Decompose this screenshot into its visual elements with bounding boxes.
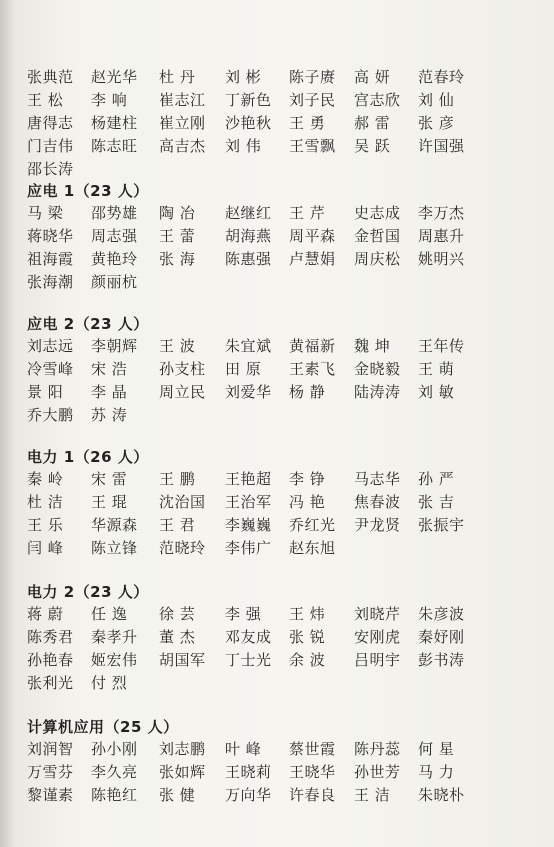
name-row xyxy=(27,66,547,89)
student-name: 陈惠强 xyxy=(225,250,272,268)
name-row xyxy=(27,202,547,225)
student-name: 周惠升 xyxy=(418,227,465,245)
name-row xyxy=(27,112,547,135)
name-row xyxy=(27,158,547,181)
student-name: 沈治国 xyxy=(159,493,206,511)
student-name: 秦妤刚 xyxy=(418,628,465,646)
student-name: 余 波 xyxy=(289,651,326,669)
student-name: 刘爱华 xyxy=(225,383,272,401)
student-name: 魏 坤 xyxy=(354,337,391,355)
student-name: 李 强 xyxy=(225,605,262,623)
student-name: 赵东旭 xyxy=(289,539,336,557)
name-row xyxy=(27,404,547,427)
student-name: 王艳超 xyxy=(225,470,272,488)
student-name: 王 蕾 xyxy=(159,227,196,245)
student-name: 孙艳春 xyxy=(27,651,74,669)
student-name: 沙艳秋 xyxy=(225,114,272,132)
section-heading: 计算机应用（25 人） xyxy=(27,718,179,736)
student-name: 王 波 xyxy=(159,337,196,355)
name-row xyxy=(27,491,547,514)
section-heading: 电力 2（23 人） xyxy=(27,583,149,601)
student-name: 孙 严 xyxy=(418,470,455,488)
student-name: 董 杰 xyxy=(159,628,196,646)
student-name: 任 逸 xyxy=(91,605,128,623)
student-name: 范晓玲 xyxy=(159,539,206,557)
student-name: 赵光华 xyxy=(91,68,138,86)
student-name: 秦孝升 xyxy=(91,628,138,646)
student-name: 祖海霞 xyxy=(27,250,74,268)
student-name: 邵势雄 xyxy=(91,204,138,222)
page-spine-shadow xyxy=(0,0,14,847)
student-name: 黄福新 xyxy=(289,337,336,355)
student-name: 李久亮 xyxy=(91,763,138,781)
student-name: 王 乐 xyxy=(27,516,64,534)
student-name: 叶 峰 xyxy=(225,740,262,758)
student-name: 王晓莉 xyxy=(225,763,272,781)
student-name: 门吉伟 xyxy=(27,137,74,155)
student-name: 许春良 xyxy=(289,786,336,804)
student-name: 付 烈 xyxy=(91,674,128,692)
student-name: 李伟广 xyxy=(225,539,272,557)
student-name: 王 君 xyxy=(159,516,196,534)
student-name: 高 妍 xyxy=(354,68,391,86)
student-name: 华源森 xyxy=(91,516,138,534)
student-name: 焦春波 xyxy=(354,493,401,511)
student-name: 冯 艳 xyxy=(289,493,326,511)
name-row xyxy=(27,537,547,560)
student-name: 陶 冶 xyxy=(159,204,196,222)
name-row xyxy=(27,672,547,695)
name-row xyxy=(27,738,547,761)
student-name: 金哲国 xyxy=(354,227,401,245)
student-name: 苏 涛 xyxy=(91,406,128,424)
student-name: 李 铮 xyxy=(289,470,326,488)
name-row xyxy=(27,135,547,158)
student-name: 刘晓芹 xyxy=(354,605,401,623)
class-section xyxy=(27,181,547,294)
student-name: 邓友成 xyxy=(225,628,272,646)
student-name: 张如辉 xyxy=(159,763,206,781)
student-name: 郝 雷 xyxy=(354,114,391,132)
student-name: 李巍巍 xyxy=(225,516,272,534)
student-name: 徐 芸 xyxy=(159,605,196,623)
student-name: 刘志鹏 xyxy=(159,740,206,758)
student-name: 陈艳红 xyxy=(91,786,138,804)
student-name: 张 锐 xyxy=(289,628,326,646)
student-name: 孙小刚 xyxy=(91,740,138,758)
class-section xyxy=(27,717,547,807)
student-name: 宋 浩 xyxy=(91,360,128,378)
student-name: 李 晶 xyxy=(91,383,128,401)
student-name: 赵继红 xyxy=(225,204,272,222)
student-name: 蒋晓华 xyxy=(27,227,74,245)
student-name: 唐得志 xyxy=(27,114,74,132)
student-name: 王 琨 xyxy=(91,493,128,511)
student-name: 王 芹 xyxy=(289,204,326,222)
student-name: 何 星 xyxy=(418,740,455,758)
student-name: 宋 雷 xyxy=(91,470,128,488)
student-name: 马 力 xyxy=(418,763,455,781)
student-name: 朱晓朴 xyxy=(418,786,465,804)
student-name: 胡海燕 xyxy=(225,227,272,245)
name-row xyxy=(27,626,547,649)
student-name: 刘 彬 xyxy=(225,68,262,86)
student-name: 李万杰 xyxy=(418,204,465,222)
section-heading: 电力 1（26 人） xyxy=(27,448,149,466)
student-name: 王 松 xyxy=(27,91,64,109)
student-name: 陈志旺 xyxy=(91,137,138,155)
name-row xyxy=(27,358,547,381)
student-name: 万向华 xyxy=(225,786,272,804)
student-name: 刘 仙 xyxy=(418,91,455,109)
student-name: 景 阳 xyxy=(27,383,64,401)
student-name: 邵长涛 xyxy=(27,160,74,178)
student-name: 周立民 xyxy=(159,383,206,401)
student-name: 蒋 蔚 xyxy=(27,605,64,623)
student-name: 乔大鹏 xyxy=(27,406,74,424)
student-name: 吕明宇 xyxy=(354,651,401,669)
student-name: 蔡世霞 xyxy=(289,740,336,758)
student-name: 杜 洁 xyxy=(27,493,64,511)
student-name: 丁新色 xyxy=(225,91,272,109)
section-heading: 应电 2（23 人） xyxy=(27,315,149,333)
student-name: 刘子民 xyxy=(289,91,336,109)
student-name: 孙支柱 xyxy=(159,360,206,378)
student-name: 姬宏伟 xyxy=(91,651,138,669)
student-name: 张 健 xyxy=(159,786,196,804)
student-name: 丁士光 xyxy=(225,651,272,669)
student-name: 李 响 xyxy=(91,91,128,109)
student-name: 黄艳玲 xyxy=(91,250,138,268)
class-section xyxy=(27,314,547,427)
student-name: 王雪飘 xyxy=(289,137,336,155)
name-row xyxy=(27,89,547,112)
name-row xyxy=(27,514,547,537)
student-name: 张 彦 xyxy=(418,114,455,132)
student-name: 黎谨素 xyxy=(27,786,74,804)
student-name: 万雪芬 xyxy=(27,763,74,781)
student-name: 胡国军 xyxy=(159,651,206,669)
student-name: 王 鹏 xyxy=(159,470,196,488)
student-name: 陈秀君 xyxy=(27,628,74,646)
student-name: 冷雪峰 xyxy=(27,360,74,378)
class-section xyxy=(27,582,547,695)
student-name: 张振宇 xyxy=(418,516,465,534)
student-name: 张 海 xyxy=(159,250,196,268)
name-row xyxy=(27,649,547,672)
student-name: 王晓华 xyxy=(289,763,336,781)
name-row xyxy=(27,271,547,294)
name-row xyxy=(27,784,547,807)
student-name: 张利光 xyxy=(27,674,74,692)
student-name: 姚明兴 xyxy=(418,250,465,268)
class-section xyxy=(27,447,547,560)
student-name: 王素飞 xyxy=(289,360,336,378)
class-section xyxy=(27,66,547,181)
student-name: 马志华 xyxy=(354,470,401,488)
student-name: 颜丽杭 xyxy=(91,273,138,291)
student-name: 乔红光 xyxy=(289,516,336,534)
student-name: 田 原 xyxy=(225,360,262,378)
name-row xyxy=(27,381,547,404)
student-name: 宫志欣 xyxy=(354,91,401,109)
student-name: 王 洁 xyxy=(354,786,391,804)
student-name: 周平森 xyxy=(289,227,336,245)
name-row xyxy=(27,468,547,491)
student-name: 吴 跃 xyxy=(354,137,391,155)
name-row xyxy=(27,603,547,626)
student-name: 范春玲 xyxy=(418,68,465,86)
name-row xyxy=(27,248,547,271)
student-name: 安刚虎 xyxy=(354,628,401,646)
student-name: 刘志远 xyxy=(27,337,74,355)
student-name: 金晓毅 xyxy=(354,360,401,378)
student-name: 朱宜斌 xyxy=(225,337,272,355)
student-name: 彭书涛 xyxy=(418,651,465,669)
student-name: 张海潮 xyxy=(27,273,74,291)
student-name: 马 梁 xyxy=(27,204,64,222)
student-name: 陈丹蕊 xyxy=(354,740,401,758)
student-name: 张 吉 xyxy=(418,493,455,511)
student-name: 刘润智 xyxy=(27,740,74,758)
student-name: 王 勇 xyxy=(289,114,326,132)
student-name: 高吉杰 xyxy=(159,137,206,155)
student-name: 陈子赓 xyxy=(289,68,336,86)
student-name: 刘 敏 xyxy=(418,383,455,401)
student-name: 李朝辉 xyxy=(91,337,138,355)
student-name: 崔立刚 xyxy=(159,114,206,132)
student-name: 张典范 xyxy=(27,68,74,86)
student-name: 王年传 xyxy=(418,337,465,355)
student-name: 闫 峰 xyxy=(27,539,64,557)
student-name: 杨建柱 xyxy=(91,114,138,132)
section-heading: 应电 1（23 人） xyxy=(27,182,149,200)
student-name: 史志成 xyxy=(354,204,401,222)
student-name: 秦 岭 xyxy=(27,470,64,488)
student-name: 许国强 xyxy=(418,137,465,155)
student-name: 杜 丹 xyxy=(159,68,196,86)
student-name: 刘 伟 xyxy=(225,137,262,155)
student-name: 周庆松 xyxy=(354,250,401,268)
student-name: 王 萌 xyxy=(418,360,455,378)
student-name: 王治军 xyxy=(225,493,272,511)
student-name: 陈立锋 xyxy=(91,539,138,557)
student-name: 孙世芳 xyxy=(354,763,401,781)
student-name: 崔志江 xyxy=(159,91,206,109)
name-row xyxy=(27,335,547,358)
name-list xyxy=(27,66,547,807)
student-name: 陆涛涛 xyxy=(354,383,401,401)
student-name: 尹龙贤 xyxy=(354,516,401,534)
student-name: 王 炜 xyxy=(289,605,326,623)
name-row xyxy=(27,225,547,248)
name-row xyxy=(27,761,547,784)
student-name: 周志强 xyxy=(91,227,138,245)
student-name: 朱彦波 xyxy=(418,605,465,623)
student-name: 杨 静 xyxy=(289,383,326,401)
student-name: 卢慧娟 xyxy=(289,250,336,268)
